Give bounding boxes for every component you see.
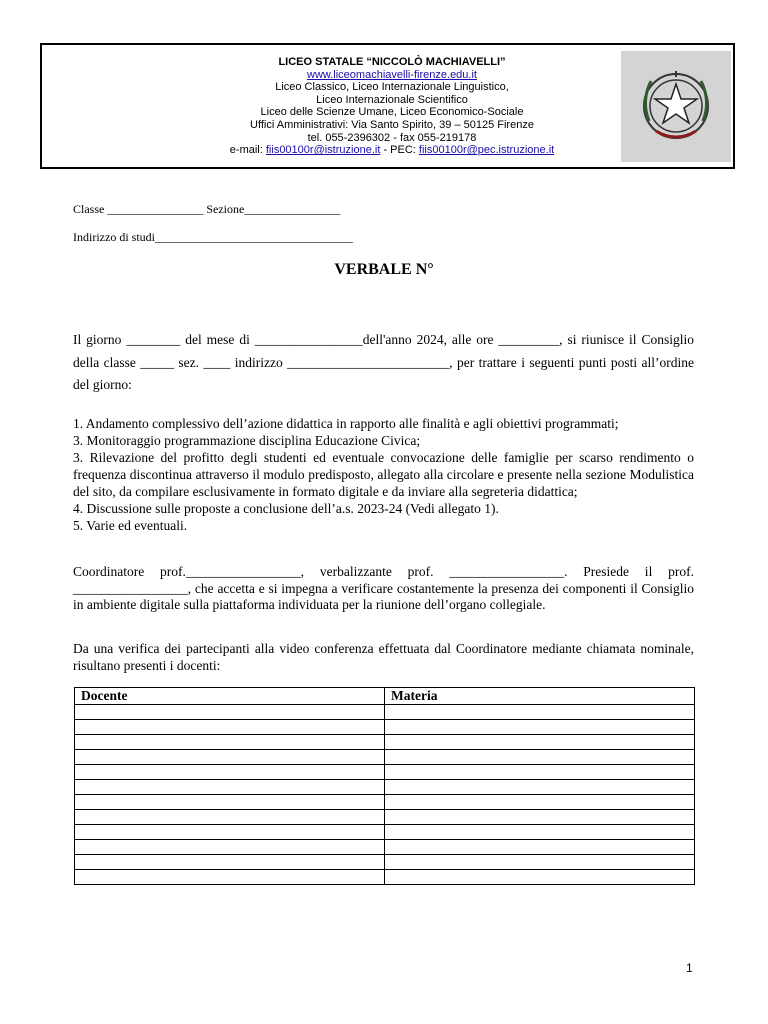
docente-cell[interactable] [75,825,385,840]
table-row [75,810,695,825]
materia-cell[interactable] [385,870,695,885]
docente-cell[interactable] [75,840,385,855]
indirizzo-line: Indirizzo di studi_________________________________ [73,230,353,244]
materia-cell[interactable] [385,855,695,870]
docente-cell[interactable] [75,810,385,825]
table-row [75,735,695,750]
docente-cell[interactable] [75,780,385,795]
table-header-row [75,688,695,705]
materia-cell[interactable] [385,825,695,840]
table-row [75,780,695,795]
agenda-item: 5. Varie ed eventuali. [73,518,188,533]
materia-cell[interactable] [385,735,695,750]
letterhead-line: Liceo delle Scienze Umane, Liceo Economico-Sociale [260,106,524,119]
pec-link[interactable]: fiis00100r@pec.istruzione.it [418,144,555,157]
materia-cell[interactable] [385,750,695,765]
agenda-item: 1. Andamento complessivo dell’azione didattica in rapporto alle finalità e agli obiettivi programmati; [73,416,619,431]
materia-cell[interactable] [385,780,695,795]
page-title: VERBALE N° [334,261,434,278]
docente-cell[interactable] [75,705,385,720]
docente-cell[interactable] [75,735,385,750]
school-name: LICEO STATALE “NICCOLÒ MACHIAVELLI” [278,56,506,68]
docente-cell[interactable] [75,795,385,810]
table-row [75,870,695,885]
table-row [75,825,695,840]
letterhead [40,43,735,169]
table-row [75,720,695,735]
table-row [75,705,695,720]
verification-paragraph: Da una verifica dei partecipanti alla video conferenza effettuata dal Coordinatore mediante chiamata nominale, risultano presenti i docenti: [73,641,694,673]
classe-sezione-line: Classe ________________ Sezione________________ [73,202,341,216]
letterhead-line: Liceo Classico, Liceo Internazionale Linguistico, [275,81,509,94]
table-row [75,855,695,870]
letterhead-line: Uffici Amministrativi: Via Santo Spirito, 39 – 50125 Firenze [250,118,534,131]
materia-cell[interactable] [385,810,695,825]
materia-cell[interactable] [385,705,695,720]
website-link[interactable]: www.liceomachiavelli-firenze.edu.it [307,68,477,81]
docente-cell[interactable] [75,870,385,885]
coordinator-paragraph: Coordinatore prof._________________, verbalizzante prof. _________________. Presiede il prof. _________________, che accetta e si impegna a verificare costantemente la presenza dei componenti il Consiglio in ambiente digitale sulla piattaforma individuata per la riunione dell’organo collegiale. [73,564,694,612]
docente-cell[interactable] [75,855,385,870]
table-row [75,795,695,810]
docente-cell[interactable] [75,720,385,735]
materia-cell[interactable] [385,765,695,780]
attendance-table [74,687,695,885]
page-number: 1 [686,961,693,975]
docente-cell[interactable] [75,765,385,780]
email-link[interactable]: fiis00100r@istruzione.it [265,144,381,157]
table-row [75,750,695,765]
agenda-item: 3. Monitoraggio programmazione disciplina Educazione Civica; [73,433,421,448]
table-row [75,765,695,780]
agenda-item: 4. Discussione sulle proposte a conclusione dell’a.s. 2023-24 (Vedi allegato 1). [73,501,499,516]
docente-cell[interactable] [75,750,385,765]
republic-emblem-icon [621,51,731,162]
letterhead-line: tel. 055-2396302 - fax 055-219178 [307,131,477,144]
table-body [75,705,695,885]
letterhead-line: Liceo Internazionale Scientifico [316,93,468,106]
materia-cell[interactable] [385,840,695,855]
email-label: e-mail: [229,144,263,157]
pec-label: - PEC: [383,144,416,157]
agenda-list [73,415,694,534]
table-row [75,840,695,855]
materia-cell[interactable] [385,795,695,810]
column-header-docente: Docente [75,688,385,705]
intro-paragraph: Il giorno ________ del mese di ________________dell'anno 2024, alle ore _________, si riunisce il Consiglio della classe _____ sez. ____ indirizzo ________________________, per trattare i seguenti punti posti all’ordine del giorno: [73,332,694,392]
materia-cell[interactable] [385,720,695,735]
column-header-materia: Materia [385,688,695,705]
agenda-item: 3. Rilevazione del profitto degli studenti ed eventuale convocazione delle famiglie per scarso rendimento o frequenza discontinua attraverso il modulo predisposto, allegato alla circolare e presente nella sezione Modulistica del sito, da compilare esclusivamente in formato digitale e da inviare alla segreteria didattica; [73,450,694,499]
